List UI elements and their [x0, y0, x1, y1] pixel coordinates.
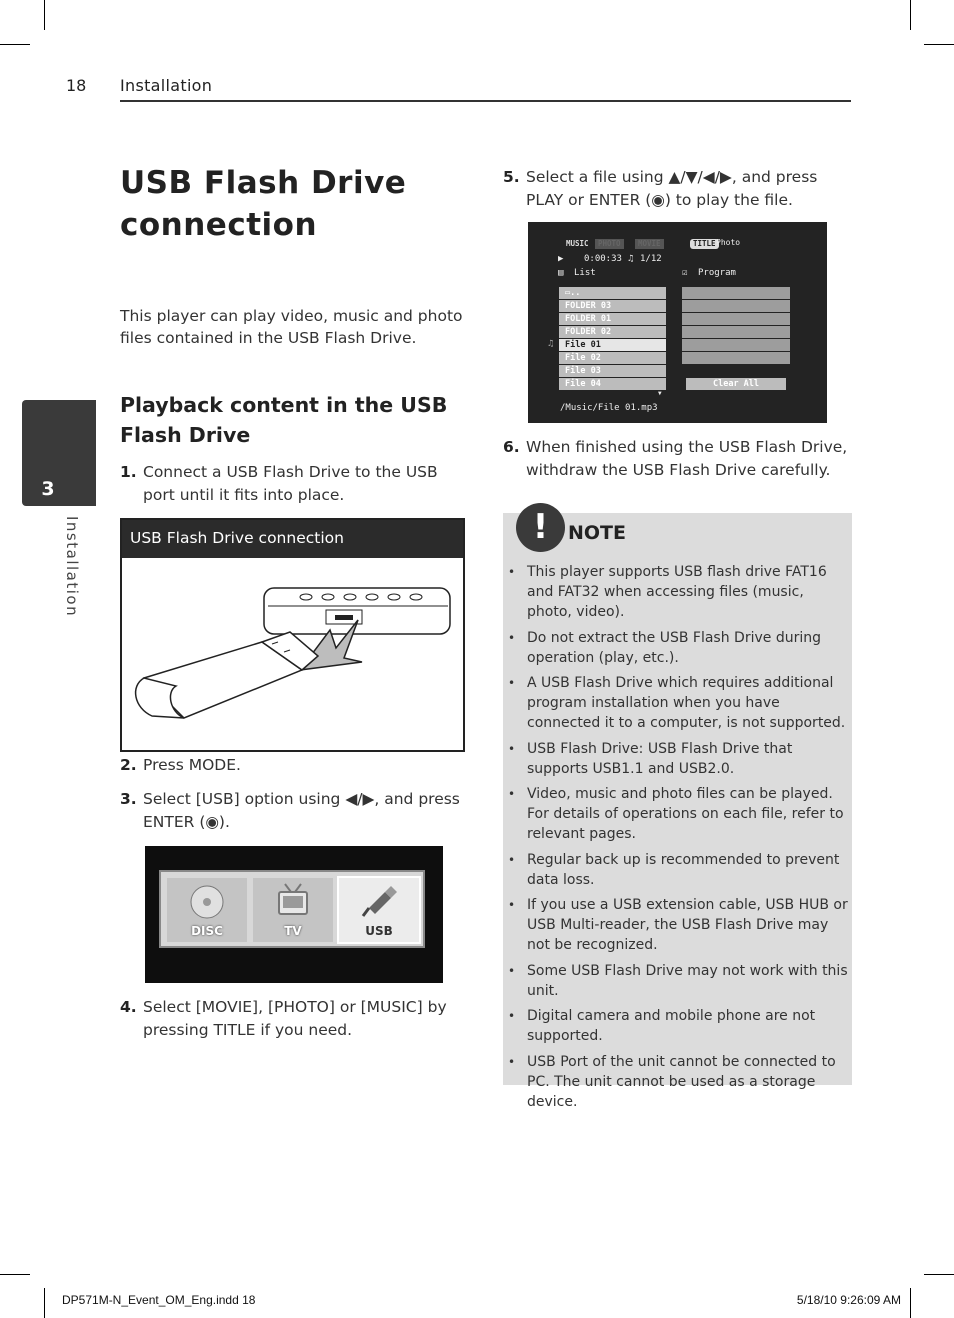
list-item: • Video, music and photo files can be played. For details of operations on each file, refer to relevant pages. [508, 784, 852, 844]
step-text: Connect a USB Flash Drive to the USB port until it fits into place. [143, 463, 438, 504]
step-text: Select [USB] option using ◀/▶, and press ENTER (◉). [143, 790, 460, 831]
step-3 [120, 788, 465, 834]
step-1 [120, 461, 465, 507]
program-row [682, 339, 790, 351]
note-list [508, 562, 852, 1117]
music-note-icon: ♫ [628, 254, 634, 264]
step-number: 5. [503, 168, 520, 186]
list-item: FOLDER 03 [559, 300, 666, 312]
list-item: File 02 [559, 352, 666, 364]
list-item-selected: File 01 [559, 339, 666, 351]
list-item: File 03 [559, 365, 666, 377]
list-item: • A USB Flash Drive which requires additional program installation when you have connected it to a computer, is not supported. [508, 673, 852, 733]
step-text: When finished using the USB Flash Drive, withdraw the USB Flash Drive carefully. [526, 438, 848, 479]
menu-item-usb [339, 878, 419, 942]
crop-mark [44, 1288, 45, 1318]
step-text: Select [MOVIE], [PHOTO] or [MUSIC] by pressing TITLE if you need. [143, 998, 447, 1039]
list-label: List [574, 268, 596, 278]
chapter-label: Installation [63, 516, 81, 618]
tab-music: MUSIC [566, 239, 589, 248]
tab-movie: MOVIE [635, 239, 664, 249]
figure-caption: USB Flash Drive connection [122, 520, 463, 558]
play-icon: ▶ [558, 254, 564, 264]
usb-connection-figure [120, 518, 465, 752]
chapter-number: 3 [41, 478, 55, 500]
music-note-icon: ♫ [548, 339, 554, 349]
menu-item-label: DISC [191, 924, 223, 938]
crop-mark [0, 44, 30, 45]
list-item: • USB Flash Drive: USB Flash Drive that supports USB1.1 and USB2.0. [508, 739, 852, 779]
track-counter: 1/12 [640, 254, 662, 264]
program-label: Program [698, 268, 736, 278]
list-item: FOLDER 02 [559, 326, 666, 338]
program-row [682, 300, 790, 312]
crop-mark [910, 1288, 911, 1318]
play-time: 0:00:33 [584, 254, 622, 264]
usb-drive-illustration [122, 558, 463, 750]
mode-menu [159, 870, 425, 948]
step-5 [503, 166, 852, 212]
intro-paragraph: This player can play video, music and photo files contained in the USB Flash Drive. [120, 307, 463, 347]
menu-item-label: USB [365, 924, 393, 938]
footer-date: 5/18/10 9:26:09 AM [796, 1293, 901, 1307]
running-header: Installation [120, 76, 213, 95]
list-item: • Regular back up is recommended to prevent data loss. [508, 850, 852, 890]
tab-photo: PHOTO [595, 239, 624, 249]
step-2 [120, 754, 465, 778]
list-item: • This player supports USB flash drive FAT16 and FAT32 when accessing files (music, photo, video). [508, 562, 852, 622]
crop-mark [0, 1274, 30, 1275]
disc-icon [167, 878, 247, 922]
list-item: • Some USB Flash Drive may not work with this unit. [508, 961, 852, 1001]
step-number: 1. [120, 463, 137, 481]
file-path: /Music/File 01.mp3 [560, 403, 658, 413]
menu-item-label: TV [284, 924, 302, 938]
crop-mark [910, 0, 911, 30]
note-title: NOTE [568, 522, 626, 544]
list-item: • Digital camera and mobile phone are not supported. [508, 1006, 852, 1046]
chapter-tab [22, 400, 96, 506]
menu-item-disc [167, 878, 247, 942]
step-number: 6. [503, 438, 520, 456]
program-row [682, 352, 790, 364]
list-icon: ▤ [558, 268, 564, 278]
tv-icon [253, 878, 333, 922]
list-item: • If you use a USB extension cable, USB HUB or USB Multi-reader, the USB Flash Drive may not be recognized. [508, 895, 852, 955]
step-number: 3. [120, 790, 137, 808]
mode-menu-screenshot [145, 846, 443, 983]
scroll-down-icon: ▼ [658, 390, 662, 397]
crop-mark [924, 44, 954, 45]
section-heading: Playback content in the USB Flash Drive [120, 393, 448, 447]
list-item: FOLDER 01 [559, 313, 666, 325]
parent-folder-row: ▭.. [559, 287, 666, 299]
step-6 [503, 436, 852, 482]
title-target: Photo [716, 238, 741, 247]
crop-mark [44, 0, 45, 30]
menu-item-tv [253, 878, 333, 942]
step-number: 4. [120, 998, 137, 1016]
step-number: 2. [120, 756, 137, 774]
list-item: • Do not extract the USB Flash Drive during operation (play, etc.). [508, 628, 852, 668]
program-checkbox-icon: ☑ [682, 268, 688, 278]
step-text: Select a file using ▲/▼/◀/▶, and press PLAY or ENTER (◉) to play the file. [526, 168, 818, 209]
page-number: 18 [66, 76, 87, 95]
list-item: File 04 [559, 378, 666, 390]
program-row [682, 313, 790, 325]
program-row [682, 287, 790, 299]
exclamation-icon: ! [516, 503, 565, 552]
step-text: Press MODE. [143, 756, 241, 774]
page-title: USB Flash Drive connection [120, 165, 407, 243]
step-4 [120, 996, 465, 1042]
program-row [682, 326, 790, 338]
footer-filename: DP571M-N_Event_OM_Eng.indd 18 [62, 1293, 256, 1307]
header-rule [120, 100, 851, 102]
title-button: TITLE [690, 239, 719, 249]
usb-plug-icon [339, 878, 419, 922]
file-browser-screenshot [528, 222, 827, 423]
clear-all-button: Clear All [686, 378, 786, 390]
list-item: • USB Port of the unit cannot be connected to PC. The unit cannot be used as a storage device. [508, 1052, 852, 1112]
crop-mark [924, 1274, 954, 1275]
